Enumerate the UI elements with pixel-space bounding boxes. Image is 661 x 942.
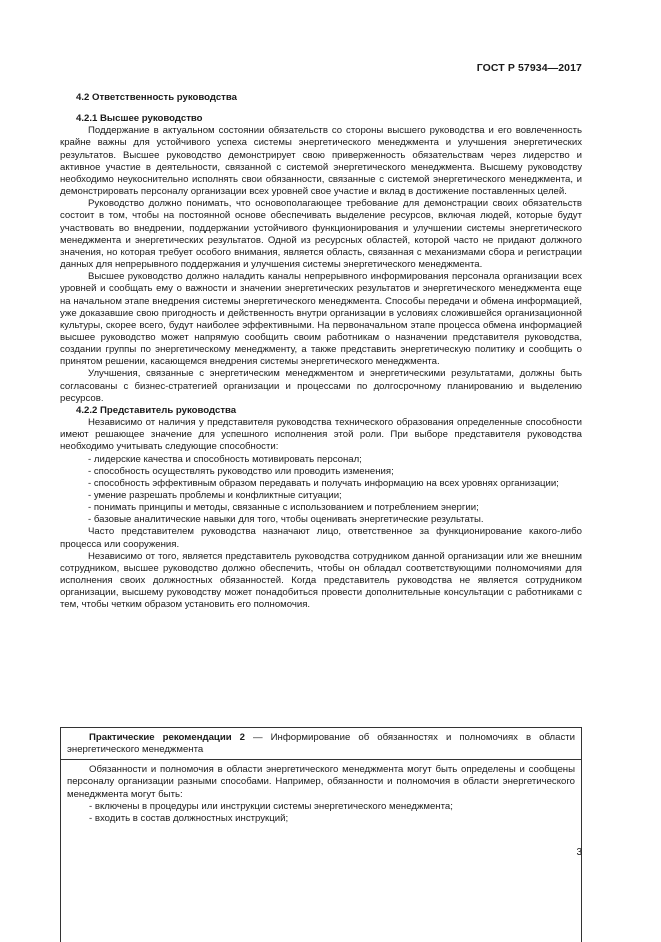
paragraph: Независимо от наличия у представителя руководства технического образования определенные способности имеют решающее значение для успешного исполнения этой роли. При выборе представителя руководства необходимо учитывать следующие способности: [60,417,582,453]
list-item: - лидерские качества и способность мотивировать персонал; [88,453,362,465]
paragraph: Улучшения, связанные с энергетическим менеджментом и энергетическими результатами, должны быть согласованы с бизнес-стратегией организации и процессами по долгосрочному планированию и выделению ресурсов. [60,368,582,404]
recommendation-header [61,728,581,760]
recommendation-title: — Информирование об обязанностях и полномочиях в области энергетического менеджмента [67,732,575,756]
document-code: ГОСТ Р 57934—2017 [476,62,582,74]
subsection-heading-management-representative: 4.2.2 Представитель руководства [76,404,237,416]
recommendation-body [61,760,581,825]
practical-recommendation-box [60,727,582,942]
list-item: - способность эффективным образом передавать и получать информацию на всех уровнях организации; [88,477,559,489]
list-item: - базовые аналитические навыки для того, чтобы оценивать энергетические результаты. [88,514,484,526]
list-item: - входить в состав должностных инструкций; [89,812,289,824]
list-item: - умение разрешать проблемы и конфликтные ситуации; [88,490,342,501]
list-item: - понимать принципы и методы, связанные с использованием и потреблением энергии; [88,502,479,514]
list-item: - способность осуществлять руководство или проводить изменения; [88,465,394,477]
list-item: - включены в процедуры или инструкции системы энергетического менеджмента; [89,800,453,812]
paragraph: Часто представителем руководства назначают лицо, ответственное за функционирование какого-либо процесса или сооружения. [60,526,582,550]
paragraph: Независимо от того, является представитель руководства сотрудником данной организации или же внешним сотрудником, высшее руководство должно обеспечить, чтобы он обладал соответствующими полномочиями для исполнения своих должностных обязанностей. Когда представитель руководства не является сотрудником организации, высшему руководству может понадобиться провести дополнительные консультации с работниками с тем, чтобы четким образом установить его полномочия. [60,550,582,611]
subsection-heading-top-management: 4.2.1 Высшее руководство [76,113,203,125]
page-number: 3 [576,847,582,858]
section-heading: 4.2 Ответственность руководства [76,92,237,103]
paragraph: Обязанности и полномочия в области энергетического менеджмента могут быть определены и сообщены персоналу организации разными способами. Например, обязанности и полномочия в области энергетического менеджмента могут быть: [67,764,575,800]
paragraph: Руководство должно понимать, что основополагающее требование для демонстрации своих обязательств состоит в том, чтобы на постоянной основе обеспечивать выделение ресурсов, включая людей, которые будут участвовать во внедрении, поддержании устойчивого функционирования и улучшении системы энергетического менеджмента и энергетических результатов. Одной из ресурсных областей, которой часто не придают должного значения, но которая требует особого внимания, является область, связанная с механизмами сбора и регистрации данных для непрерывного поддержания и улучшения системы энергетического менеджмента. [60,198,582,271]
paragraph: Поддержание в актуальном состоянии обязательств со стороны высшего руководства и его вовлеченность крайне важны для устойчивого успеха системы энергетического менеджмента и улучшения энергетических результатов. Высшее руководство демонстрирует свою приверженность обязательствам через лидерство и активное участие в деятельности, связанной с системой энергетического менеджмента. Высшему руководству необходимо неукоснительно исполнять свои обязанности, связанные с системой энергетического менеджмента, и демонстрировать персоналу организации всех уровней свое участие и вклад в достижение поставленных целей. [60,125,582,198]
document-body [60,92,582,612]
recommendation-label: Практические рекомендации 2 [89,732,245,743]
paragraph: Высшее руководство должно наладить каналы непрерывного информирования персонала организации всех уровней и сообщать ему о важности и значении энергетических результатов и энергетического менеджмента еще на начальном этапе внедрения системы энергетического менеджмента. Способы передачи и обмена информацией, уже доказавшие свою пригодность и действенность внутри организации в условиях сложившейся организационной культуры, скорее всего, будут наиболее эффективными. На первоначальном этапе процесса обмена информацией высшее руководство может напрямую сообщить своим работникам о назначении представителя руководства, создании группы по энергетическому менеджменту, а также представить энергетическую политику и сообщить о принятом решении, касающемся внедрения системы энергетического менеджмента. [60,271,582,368]
